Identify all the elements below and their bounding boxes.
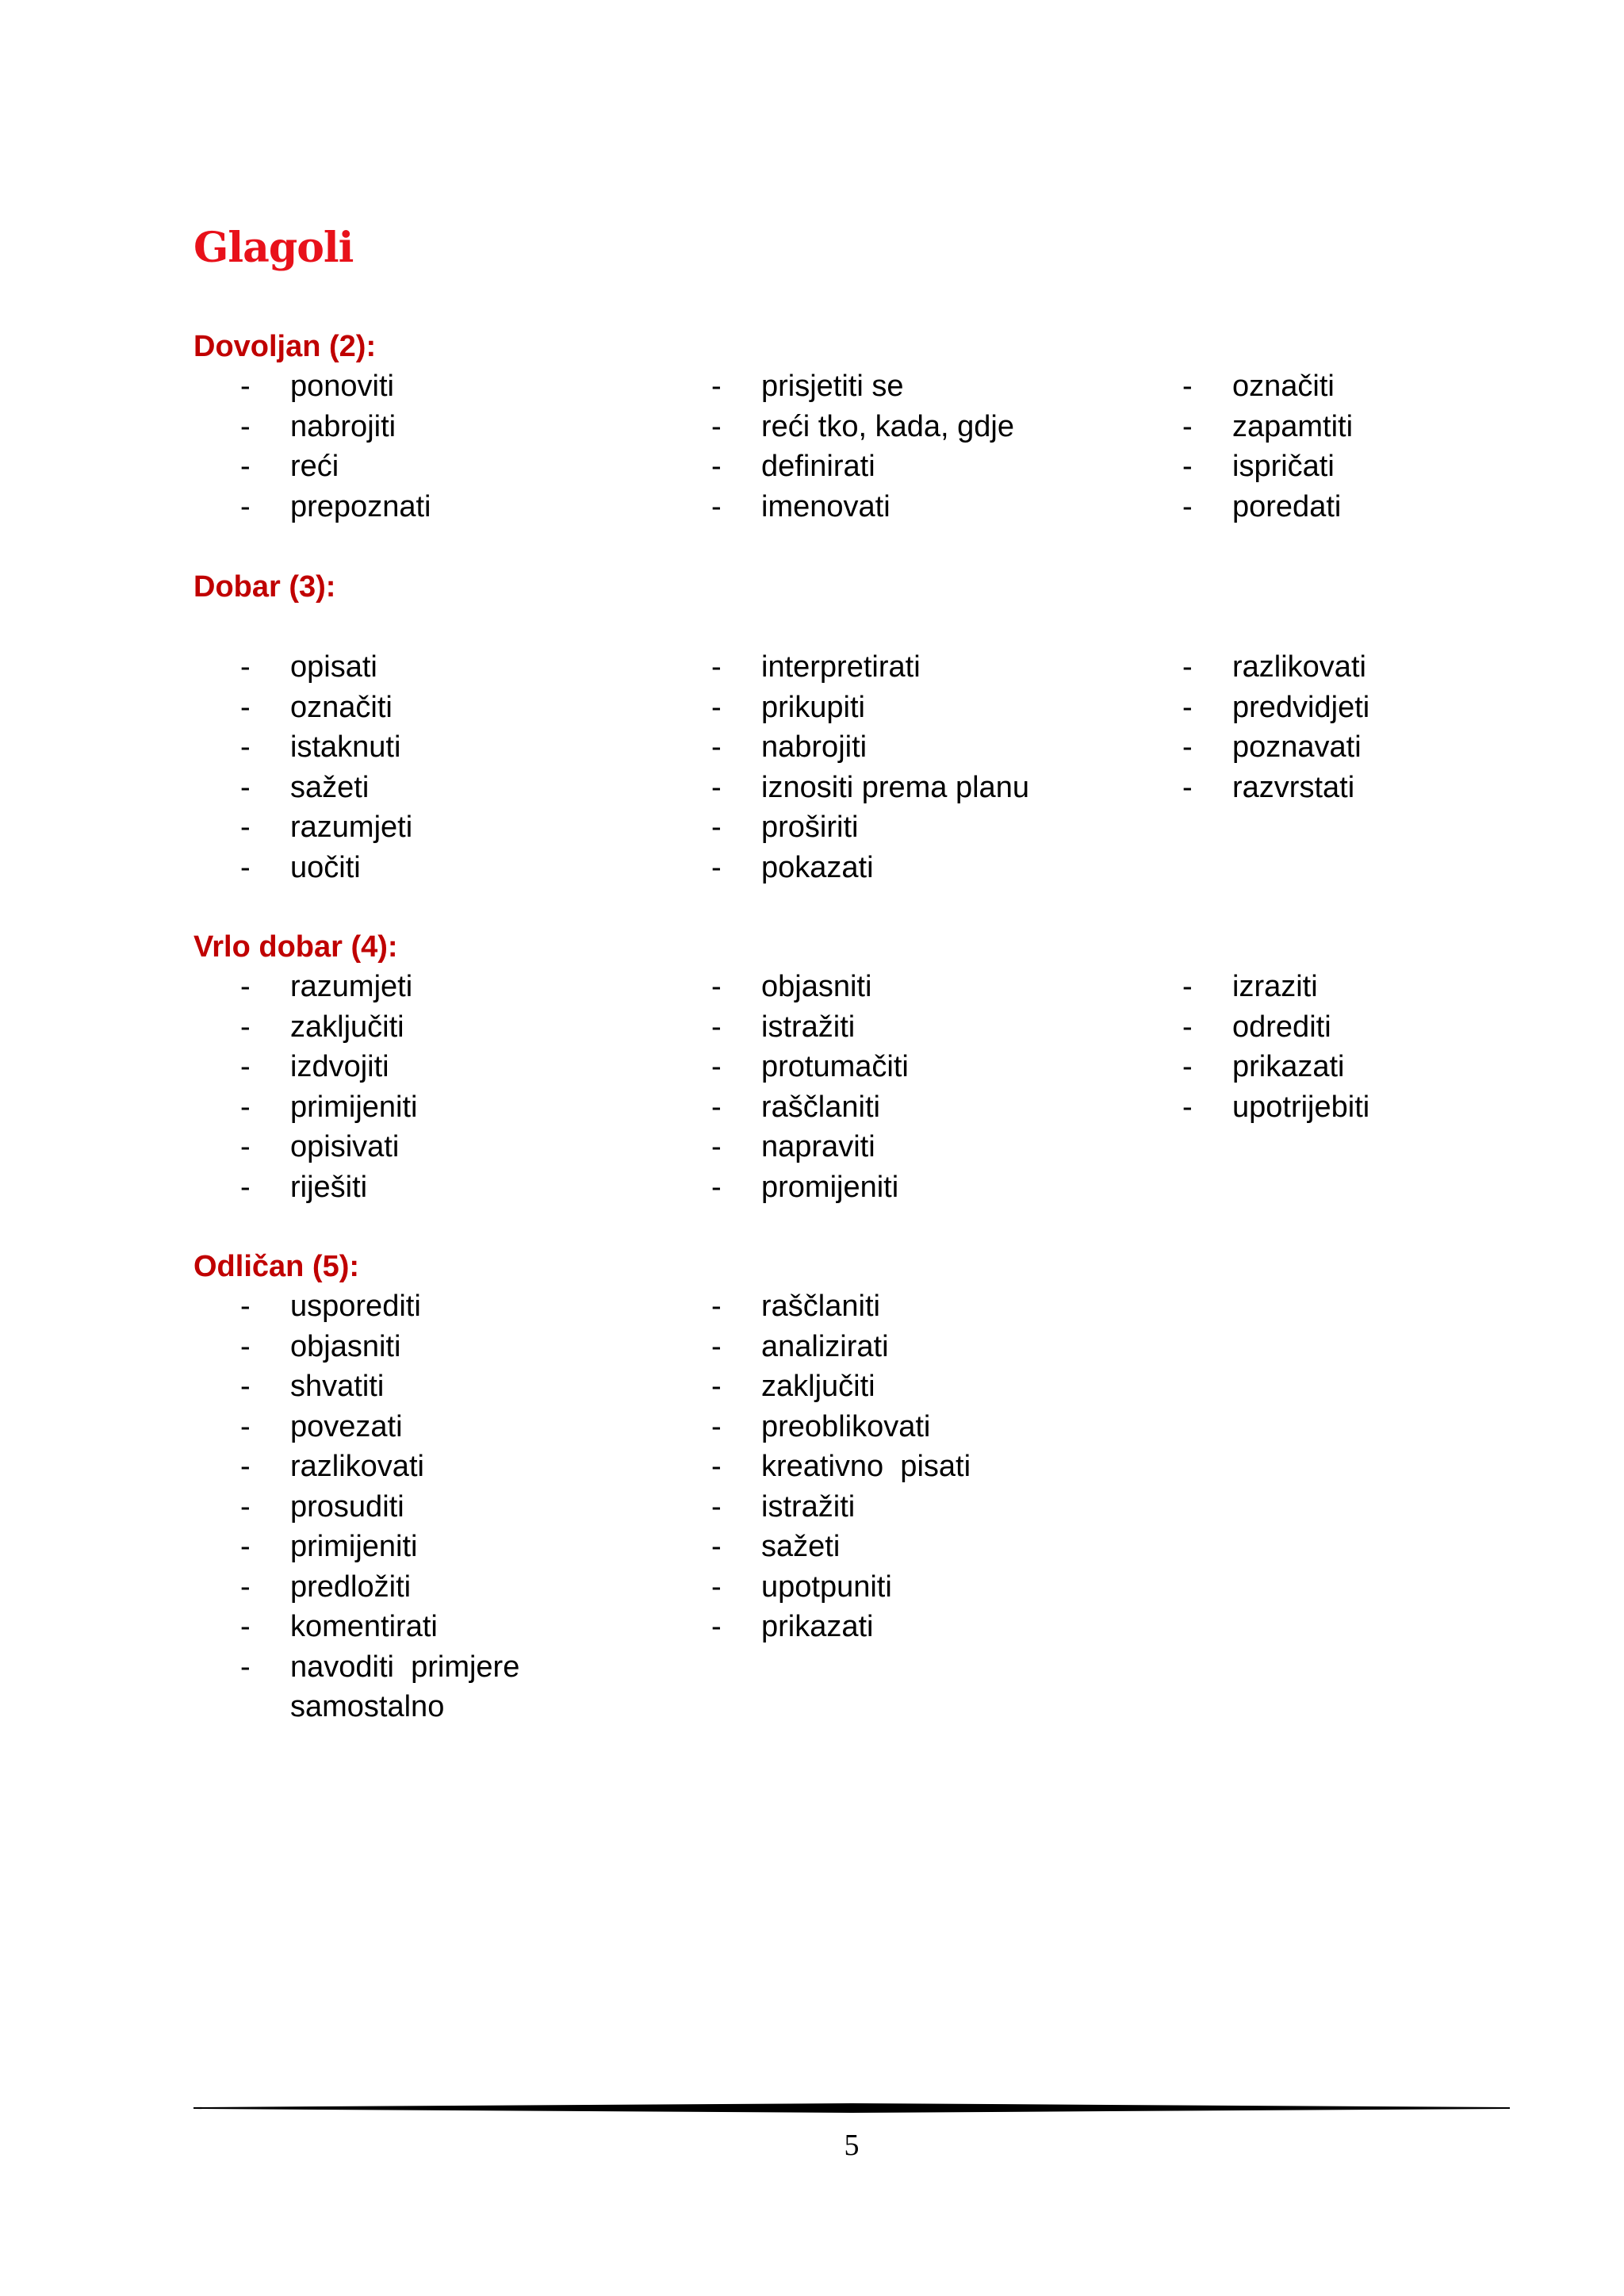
verb: povezati — [290, 1409, 403, 1443]
verb: usporediti — [290, 1290, 421, 1323]
section-heading: Odličan (5): — [193, 1250, 360, 1283]
verb: zapamtiti — [1232, 409, 1354, 443]
verb: proširiti — [761, 811, 859, 844]
section-heading: Dovoljan (2): — [193, 330, 377, 363]
bullet-dash: - — [240, 1290, 251, 1323]
verb: označiti — [290, 690, 393, 724]
bullet-dash: - — [711, 1489, 722, 1524]
page-number: 5 — [844, 2129, 860, 2162]
verb: razumjeti — [290, 970, 413, 1003]
bullet-dash: - — [711, 1370, 722, 1403]
bullet-dash: - — [240, 1090, 251, 1124]
bullet-dash: - — [711, 1090, 722, 1124]
bullet-dash: - — [711, 811, 722, 844]
bullet-dash: - — [240, 1570, 251, 1604]
verb: primijeniti — [290, 1090, 418, 1124]
verb: izraziti — [1232, 970, 1318, 1003]
bullet-dash: - — [1182, 970, 1193, 1003]
bullet-dash: - — [240, 770, 251, 804]
bullet-dash: - — [711, 1450, 722, 1483]
bullet-dash: - — [240, 409, 251, 443]
bullet-dash: - — [240, 370, 251, 403]
bullet-dash: - — [711, 1010, 722, 1044]
bullet-dash: - — [711, 850, 722, 884]
bullet-dash: - — [1182, 730, 1193, 764]
verb: opisati — [290, 650, 377, 684]
bullet-dash: - — [240, 1010, 251, 1044]
verb: upotpuniti — [761, 1570, 892, 1604]
bullet-dash: - — [240, 690, 251, 724]
verb: izdvojiti — [290, 1050, 389, 1083]
bullet-dash: - — [240, 1329, 251, 1363]
verb: poznavati — [1232, 730, 1362, 764]
footer-divider — [193, 2100, 1510, 2116]
bullet-dash: - — [1182, 690, 1193, 724]
verb: razlikovati — [1232, 650, 1366, 684]
bullet-dash: - — [1182, 770, 1193, 804]
bullet-dash: - — [240, 1530, 251, 1563]
bullet-dash: - — [240, 1489, 251, 1524]
section-heading: Dobar (3): — [193, 570, 336, 604]
bullet-dash: - — [711, 1050, 722, 1083]
bullet-dash: - — [1182, 650, 1193, 684]
bullet-dash: - — [711, 690, 722, 724]
bullet-dash: - — [711, 1290, 722, 1323]
verb: kreativno pisati — [761, 1450, 971, 1483]
verb: promijeniti — [761, 1170, 899, 1204]
verb: razumjeti — [290, 811, 413, 844]
bullet-dash: - — [1182, 370, 1193, 403]
page-title: Glagoli — [193, 224, 354, 272]
verb: poredati — [1232, 489, 1342, 523]
verb: sažeti — [290, 770, 370, 804]
bullet-dash: - — [240, 650, 251, 684]
verb: označiti — [1232, 370, 1335, 403]
verb: nabrojiti — [761, 730, 868, 764]
bullet-dash: - — [711, 450, 722, 483]
bullet-dash: - — [240, 1050, 251, 1083]
bullet-dash: - — [240, 730, 251, 764]
bullet-dash: - — [240, 1450, 251, 1483]
bullet-dash: - — [240, 850, 251, 884]
verb: preoblikovati — [761, 1409, 931, 1443]
bullet-dash: - — [1182, 1090, 1193, 1124]
bullet-dash: - — [711, 1170, 722, 1204]
verb: prisjetiti se — [761, 370, 904, 403]
verb: objasniti — [761, 970, 872, 1003]
verb: predvidjeti — [1232, 690, 1370, 724]
bullet-dash: - — [711, 1130, 722, 1163]
bullet-dash: - — [240, 1650, 251, 1684]
verb: zaključiti — [761, 1370, 875, 1403]
verb: raščlaniti — [761, 1290, 880, 1323]
verb: nabrojiti — [290, 409, 396, 443]
verb: ponoviti — [290, 370, 394, 403]
bullet-dash: - — [711, 970, 722, 1003]
verb: predložiti — [290, 1570, 412, 1604]
verb: istražiti — [761, 1010, 856, 1044]
bullet-dash: - — [1182, 1010, 1193, 1044]
bullet-dash: - — [711, 1329, 722, 1363]
verb: navoditi primjere — [290, 1650, 520, 1684]
bullet-dash: - — [711, 489, 722, 523]
bullet-dash: - — [711, 1610, 722, 1643]
verb: prosuditi — [290, 1489, 404, 1524]
bullet-dash: - — [1182, 409, 1193, 443]
bullet-dash: - — [240, 970, 251, 1003]
bullet-dash: - — [240, 1130, 251, 1163]
verb-continuation: samostalno — [290, 1690, 445, 1723]
verb: istražiti — [761, 1489, 856, 1524]
verb: imenovati — [761, 489, 891, 523]
bullet-dash: - — [711, 370, 722, 403]
verb: odrediti — [1232, 1010, 1331, 1044]
verb: pokazati — [761, 850, 874, 884]
verb: riješiti — [290, 1170, 368, 1204]
bullet-dash: - — [1182, 489, 1193, 523]
bullet-dash: - — [711, 1570, 722, 1604]
verb: zaključiti — [290, 1010, 404, 1044]
bullet-dash: - — [240, 1610, 251, 1643]
bullet-dash: - — [711, 730, 722, 764]
verb: primijeniti — [290, 1530, 418, 1563]
verb: definirati — [761, 450, 875, 483]
verb: objasniti — [290, 1329, 401, 1363]
verb: komentirati — [290, 1610, 438, 1643]
bullet-dash: - — [711, 770, 722, 804]
verb: analizirati — [761, 1329, 889, 1363]
verb: opisivati — [290, 1130, 400, 1163]
verb: raščlaniti — [761, 1090, 880, 1124]
verb: napraviti — [761, 1130, 875, 1163]
verb: prikazati — [1232, 1050, 1345, 1083]
verb: razlikovati — [290, 1450, 424, 1483]
verb: uočiti — [290, 850, 361, 884]
bullet-dash: - — [240, 450, 251, 483]
bullet-dash: - — [240, 811, 251, 844]
verb: reći tko, kada, gdje — [761, 409, 1014, 443]
verb: istaknuti — [290, 730, 401, 764]
verb: shvatiti — [290, 1370, 385, 1403]
bullet-dash: - — [1182, 450, 1193, 483]
verb: reći — [290, 450, 339, 483]
bullet-dash: - — [711, 409, 722, 443]
verb: prikazati — [761, 1610, 874, 1643]
verb: interpretirati — [761, 650, 921, 684]
bullet-dash: - — [240, 489, 251, 523]
verb: prepoznati — [290, 489, 431, 523]
verb: sažeti — [761, 1530, 841, 1563]
bullet-dash: - — [711, 1409, 722, 1443]
verb: protumačiti — [761, 1050, 909, 1083]
verb: prikupiti — [761, 690, 865, 724]
verb: iznositi prema planu — [761, 770, 1029, 804]
bullet-dash: - — [240, 1170, 251, 1204]
bullet-dash: - — [240, 1370, 251, 1403]
bullet-dash: - — [1182, 1050, 1193, 1083]
verb: upotrijebiti — [1232, 1090, 1370, 1124]
bullet-dash: - — [240, 1409, 251, 1443]
verb: razvrstati — [1232, 770, 1355, 804]
bullet-dash: - — [711, 650, 722, 684]
bullet-dash: - — [711, 1530, 722, 1563]
section-heading: Vrlo dobar (4): — [193, 930, 398, 964]
verb: ispričati — [1232, 450, 1335, 483]
